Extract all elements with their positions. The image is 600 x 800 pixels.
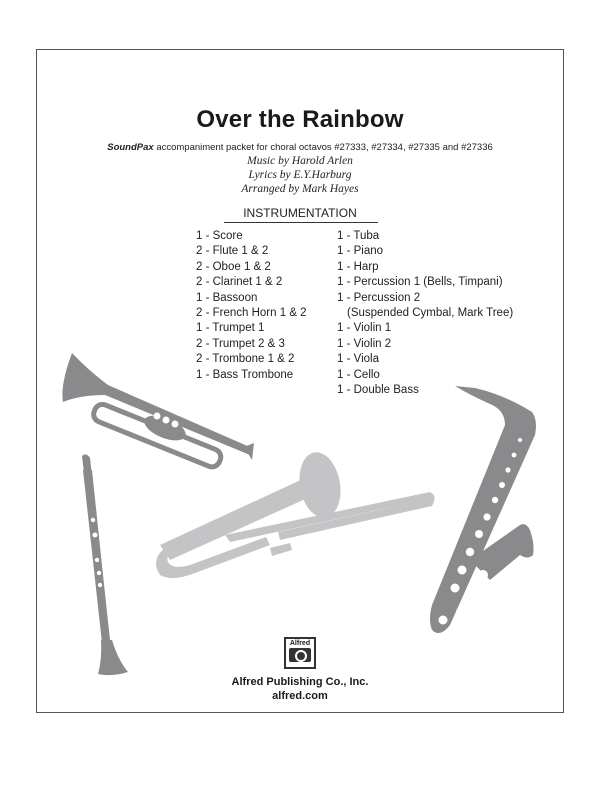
trumpet-icon [62,353,254,469]
arranger-credit: Arranged by Mark Hayes [241,183,359,195]
music-credit: Music by Harold Arlen [247,155,353,167]
list-item: 1 - Cello [337,368,380,381]
list-item: 1 - Double Bass [337,384,419,397]
trombone-icon [156,449,435,578]
logo-mark-icon [289,648,311,662]
list-item: 1 - Harp [337,260,379,273]
list-item: 1 - Tuba [337,230,380,242]
lyrics-credit: Lyrics by E.Y.Harburg [248,169,352,181]
subtitle-brand: SoundPax [107,142,154,153]
list-item: 1 - Percussion 1 (Bells, Timpani) [337,276,503,289]
list-item: 1 - Percussion 2 [337,291,421,304]
page-title: Over the Rainbow [196,106,404,133]
list-item: 1 - Viola [337,353,379,366]
saxophone-icon [430,386,536,633]
list-item: 1 - Violin 2 [337,337,392,350]
list-item: (Suspended Cymbal, Mark Tree) [347,307,514,320]
list-item: 2 - French Horn 1 & 2 [196,307,307,320]
list-item: 2 - Trumpet 2 & 3 [196,337,285,350]
list-item: 1 - Trumpet 1 [196,322,265,335]
alfred-logo [284,637,316,669]
logo-text: Alfred [289,640,311,647]
list-item: 1 - Score [196,230,243,242]
list-item: 2 - Flute 1 & 2 [196,245,269,258]
instrumentation-heading: INSTRUMENTATION [243,206,357,220]
list-item: 2 - Clarinet 1 & 2 [196,276,283,289]
publisher-name: Alfred Publishing Co., Inc. [231,676,369,688]
clarinet-icon [82,454,128,675]
list-item: 1 - Violin 1 [337,322,392,335]
subtitle-text: accompaniment packet for choral octavos #27333, #27334, #27335 and #27336 [153,142,493,153]
list-item: 1 - Piano [337,245,384,258]
list-item: 1 - Bass Trombone [196,368,294,381]
list-item: 1 - Bassoon [196,291,258,304]
list-item: 2 - Oboe 1 & 2 [196,260,271,273]
publisher-website: alfred.com [272,690,328,702]
list-item: 2 - Trombone 1 & 2 [196,353,295,366]
